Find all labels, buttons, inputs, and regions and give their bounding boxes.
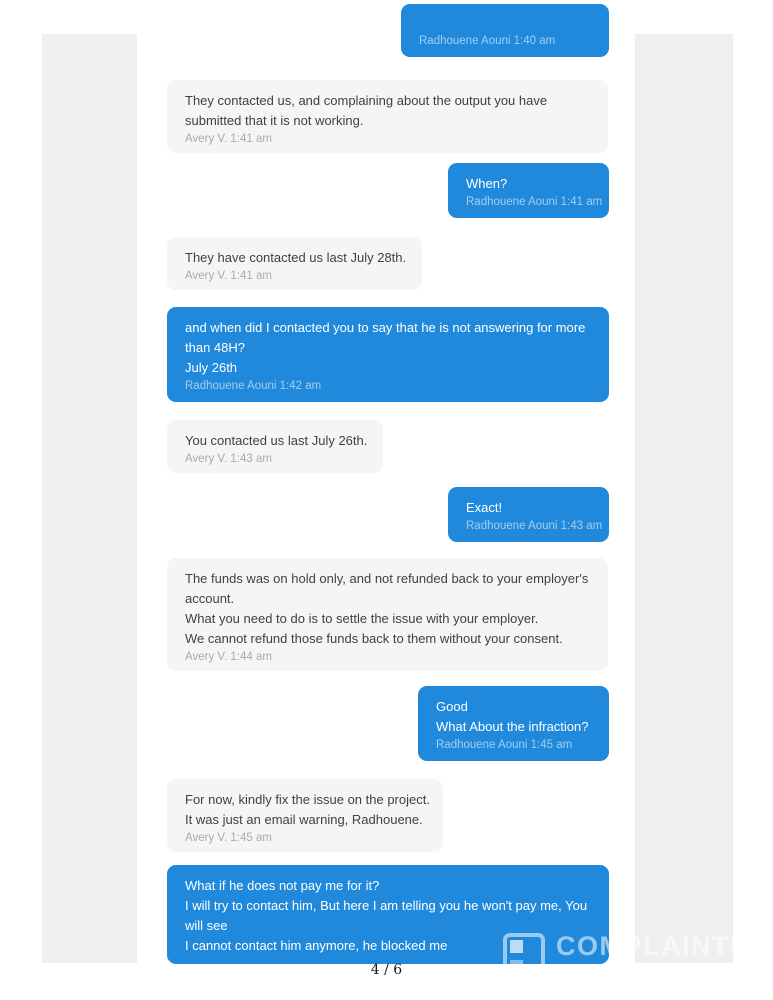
message-text: will see [185, 918, 228, 933]
message-text: What if he does not pay me for it? [185, 878, 380, 893]
right-background-strip [635, 34, 733, 963]
message-text: They have contacted us last July 28th. [185, 250, 407, 265]
message-meta: Avery V. 1:44 am [185, 651, 272, 663]
message-meta: Avery V. 1:41 am [185, 133, 272, 145]
message-text: You contacted us last July 26th. [185, 433, 368, 448]
chat-bubble-outgoing [448, 487, 609, 542]
message-meta: Radhouene Aouni 1:40 am [419, 35, 556, 47]
message-meta: Avery V. 1:45 am [185, 832, 272, 844]
message-text: submitted that it is not working. [185, 113, 364, 128]
message-text: What you need to do is to settle the issue with your employer. [185, 611, 539, 626]
chat-bubble-incoming [167, 420, 383, 473]
message-text: It was just an email warning, Radhouene. [185, 812, 423, 827]
message-text: What About the infraction? [436, 719, 589, 734]
message-text: We cannot refund those funds back to them without your consent. [185, 631, 563, 646]
message-meta: Radhouene Aouni 1:41 am [466, 196, 603, 208]
complaintsboard-watermark [503, 933, 750, 988]
watermark-text: COMPLAINTS BOARD [556, 931, 750, 989]
message-text: July 26th [185, 360, 238, 375]
message-meta: Radhouene Aouni 1:42 am [185, 380, 322, 392]
message-text: than 48H? [185, 340, 245, 355]
chat-bubble-outgoing [167, 307, 609, 402]
message-text: Good [436, 699, 468, 714]
chat-bubble-incoming [167, 779, 443, 852]
message-text: and when did I contacted you to say that he is not answering for more [185, 320, 586, 335]
page-number: 4 / 6 [370, 962, 403, 978]
message-text: The funds was on hold only, and not refunded back to your employer's [185, 571, 589, 586]
left-background-strip [42, 34, 137, 963]
message-text: For now, kindly fix the issue on the project. [185, 792, 430, 807]
message-text: account. [185, 591, 235, 606]
message-text: They contacted us, and complaining about the output you have [185, 93, 548, 108]
chat-bubble-incoming [167, 237, 422, 290]
message-meta: Radhouene Aouni 1:43 am [466, 520, 603, 532]
message-text: When? [466, 176, 508, 191]
chat-bubble-incoming [167, 80, 608, 153]
chat-bubble-incoming [167, 558, 608, 671]
chat-bubble-outgoing [418, 686, 609, 761]
message-text: Exact! [466, 500, 503, 515]
message-meta: Avery V. 1:41 am [185, 270, 272, 282]
chat-bubble-outgoing [448, 163, 609, 218]
message-meta: Radhouene Aouni 1:45 am [436, 739, 573, 751]
message-text: I cannot contact him anymore, he blocked me [185, 938, 448, 953]
message-text: I will try to contact him, But here I am telling you he won't pay me, You [185, 898, 588, 913]
chat-bubble-outgoing [401, 4, 609, 57]
message-meta: Avery V. 1:43 am [185, 453, 272, 465]
